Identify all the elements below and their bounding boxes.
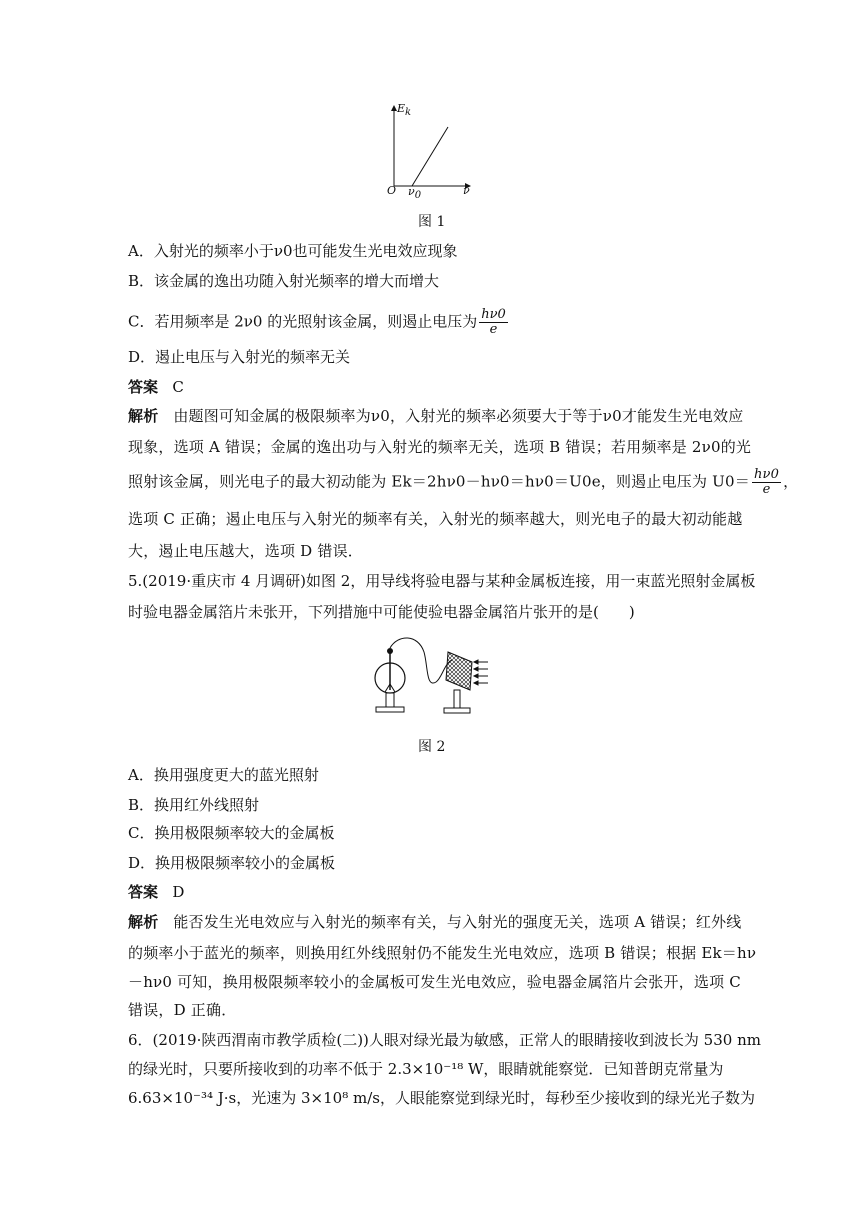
q4-analysis-line: 选项 C 正确；遏止电压与入射光的频率有关，入射光的频率越大，则光电子的最大初动能越 [128, 510, 743, 528]
ek-line [412, 127, 448, 186]
q5-option-a: A．换用强度更大的蓝光照射 [128, 766, 319, 784]
figure-2-apparatus [368, 632, 492, 724]
q6-stem-line: 6.63×10⁻³⁴ J·s，光速为 3×10⁸ m/s，人眼能察觉到绿光时，每秒至少接收到的绿光光子数为 [128, 1089, 755, 1107]
q4-analysis-line: 照射该金属，则光电子的最大初动能为 Ek＝2hν0－hν0＝hν0＝U0e，则遏止电压为 U0＝ $\frac{h\nu 0}{e}$ ， [128, 467, 799, 497]
fraction: $\frac{h\nu 0}{e}$ [753, 467, 780, 497]
q5-option-c: C．换用极限频率较大的金属板 [128, 824, 335, 842]
q5-option-d: D．换用极限频率较小的金属板 [128, 854, 336, 872]
q4-analysis-line: 大，遏止电压越大，选项 D 错误． [128, 542, 363, 560]
q5-analysis-line: －hν0 可知，换用极限频率较小的金属板可发生光电效应，验电器金属箔片会张开，选项 C [128, 973, 741, 991]
q5-stem-line: 5.(2019·重庆市 4 月调研)如图 2，用导线将验电器与某种金属板连接，用一束蓝光照射金属板 [128, 572, 756, 590]
q4-analysis-line: 现象，选项 A 错误；金属的逸出功与入射光的频率无关，选项 B 错误；若用频率是 2ν0的光 [128, 438, 752, 456]
q4-option-d: D．遏止电压与入射光的频率无关 [128, 348, 351, 366]
q4-option-b: B．该金属的逸出功随入射光频率的增大而增大 [128, 272, 440, 290]
q4-answer: 答案 C [128, 378, 184, 396]
origin-label: O [387, 184, 397, 197]
q5-answer: 答案 D [128, 883, 185, 901]
metal-plate [446, 652, 472, 690]
wire [390, 638, 452, 683]
q6-stem-line: 的绿光时，只要所接收到的功率不低于 2.3×10⁻¹⁸ W，眼睛就能察觉．已知普朗克常量为 [128, 1060, 724, 1078]
q5-analysis-line: 错误，D 正确． [128, 1001, 237, 1019]
fraction: $\frac{h\nu 0}{e}$ [481, 307, 506, 337]
q6-stem-line: 6．(2019·陕西渭南市教学质检(二))人眼对绿光最为敏感，正常人的眼睛接收到波长为 530 nm [128, 1031, 761, 1049]
q5-analysis-line: 解析 能否发生光电效应与入射光的频率有关，与入射光的强度无关，选项 A 错误；红外线 [128, 913, 742, 931]
q5-stem-line: 时验电器金属箔片未张开，下列措施中可能使验电器金属箔片张开的是( ) [128, 603, 635, 621]
figure-1-caption: 图 1 [418, 214, 446, 230]
nu0-label: $\nu_0$ [408, 185, 422, 202]
q4-option-c: C．若用频率是 2ν0 的光照射该金属，则遏止电压为 $\frac{h\nu 0}{e}$ [128, 307, 506, 337]
figure-2-caption: 图 2 [418, 739, 446, 755]
q4-analysis-line: 解析 由题图可知金属的极限频率为ν0，入射光的频率必须要大于等于ν0才能发生光电效应 [128, 407, 744, 425]
q5-option-b: B．换用红外线照射 [128, 796, 260, 814]
q5-analysis-line: 的频率小于蓝光的频率，则换用红外线照射仍不能发生光电效应，选项 B 错误；根据 Ek＝hν [128, 944, 757, 962]
y-axis-label: $E_k$ [397, 102, 412, 119]
x-axis-label: ν [463, 184, 470, 197]
q4-option-a: A．入射光的频率小于ν0也可能发生光电效应现象 [128, 242, 458, 260]
